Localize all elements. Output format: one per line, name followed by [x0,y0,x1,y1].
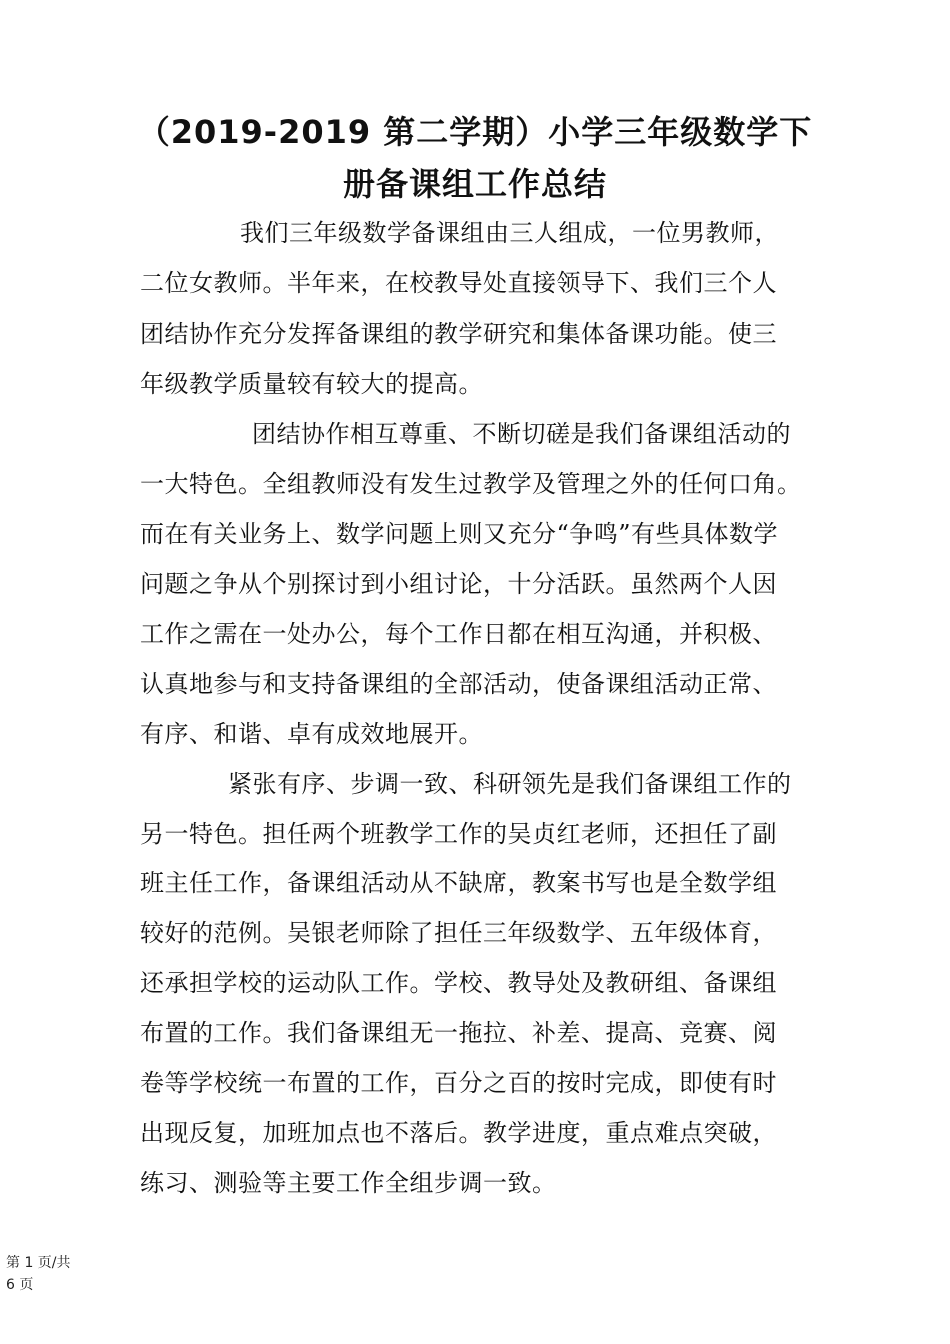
text-line: 一大特色。全组教师没有发生过教学及管理之外的任何口角。 [140,470,802,498]
text-line: 卷等学校统一布置的工作，百分之百的按时完成，即使有时 [140,1069,777,1097]
text-line: 我们三年级数学备课组由三人组成，一位男教师， [240,219,779,247]
page-number [6,1252,71,1296]
text-line: 紧张有序、步调一致、科研领先是我们备课组工作的 [228,770,792,798]
page-number-line-2: 6 页 [6,1277,34,1293]
text-line: 团结协作充分发挥备课组的教学研究和集体备课功能。使三 [140,320,777,348]
text-line: 另一特色。担任两个班教学工作的吴贞红老师，还担任了副 [140,820,777,848]
text-line: 较好的范例。吴银老师除了担任三年级数学、五年级体育， [140,919,777,947]
text-line: 班主任工作，备课组活动从不缺席，教案书写也是全数学组 [140,869,777,897]
title-line-2: 册备课组工作总结 [342,165,607,203]
text-line: 有序、和谐、卓有成效地展开。 [140,720,483,748]
text-line: 出现反复，加班加点也不落后。教学进度，重点难点突破， [140,1119,777,1147]
text-line: 布置的工作。我们备课组无一拖拉、补差、提高、竞赛、阅 [140,1019,777,1047]
text-line: 而在有关业务上、数学问题上则又充分“争鸣”有些具体数学 [140,520,779,548]
text-line: 团结协作相互尊重、不断切磋是我们备课组活动的 [252,420,791,448]
text-line: 问题之争从个别探讨到小组讨论，十分活跃。虽然两个人因 [140,570,777,598]
text-line: 年级教学质量较有较大的提高。 [140,370,483,398]
text-line: 认真地参与和支持备课组的全部活动，使备课组活动正常、 [140,670,777,698]
text-line: 工作之需在一处办公，每个工作日都在相互沟通，并积极、 [140,620,777,648]
title-line-1: （2019-2019 第二学期）小学三年级数学下 [137,113,813,151]
text-line: 还承担学校的运动队工作。学校、教导处及教研组、备课组 [140,969,777,997]
text-line: 二位女教师。半年来，在校教导处直接领导下、我们三个人 [140,269,777,297]
text-line: 练习、测验等主要工作全组步调一致。 [140,1169,557,1197]
page-number-line-1: 第 1 页/共 [6,1255,71,1271]
document-title [100,106,850,210]
